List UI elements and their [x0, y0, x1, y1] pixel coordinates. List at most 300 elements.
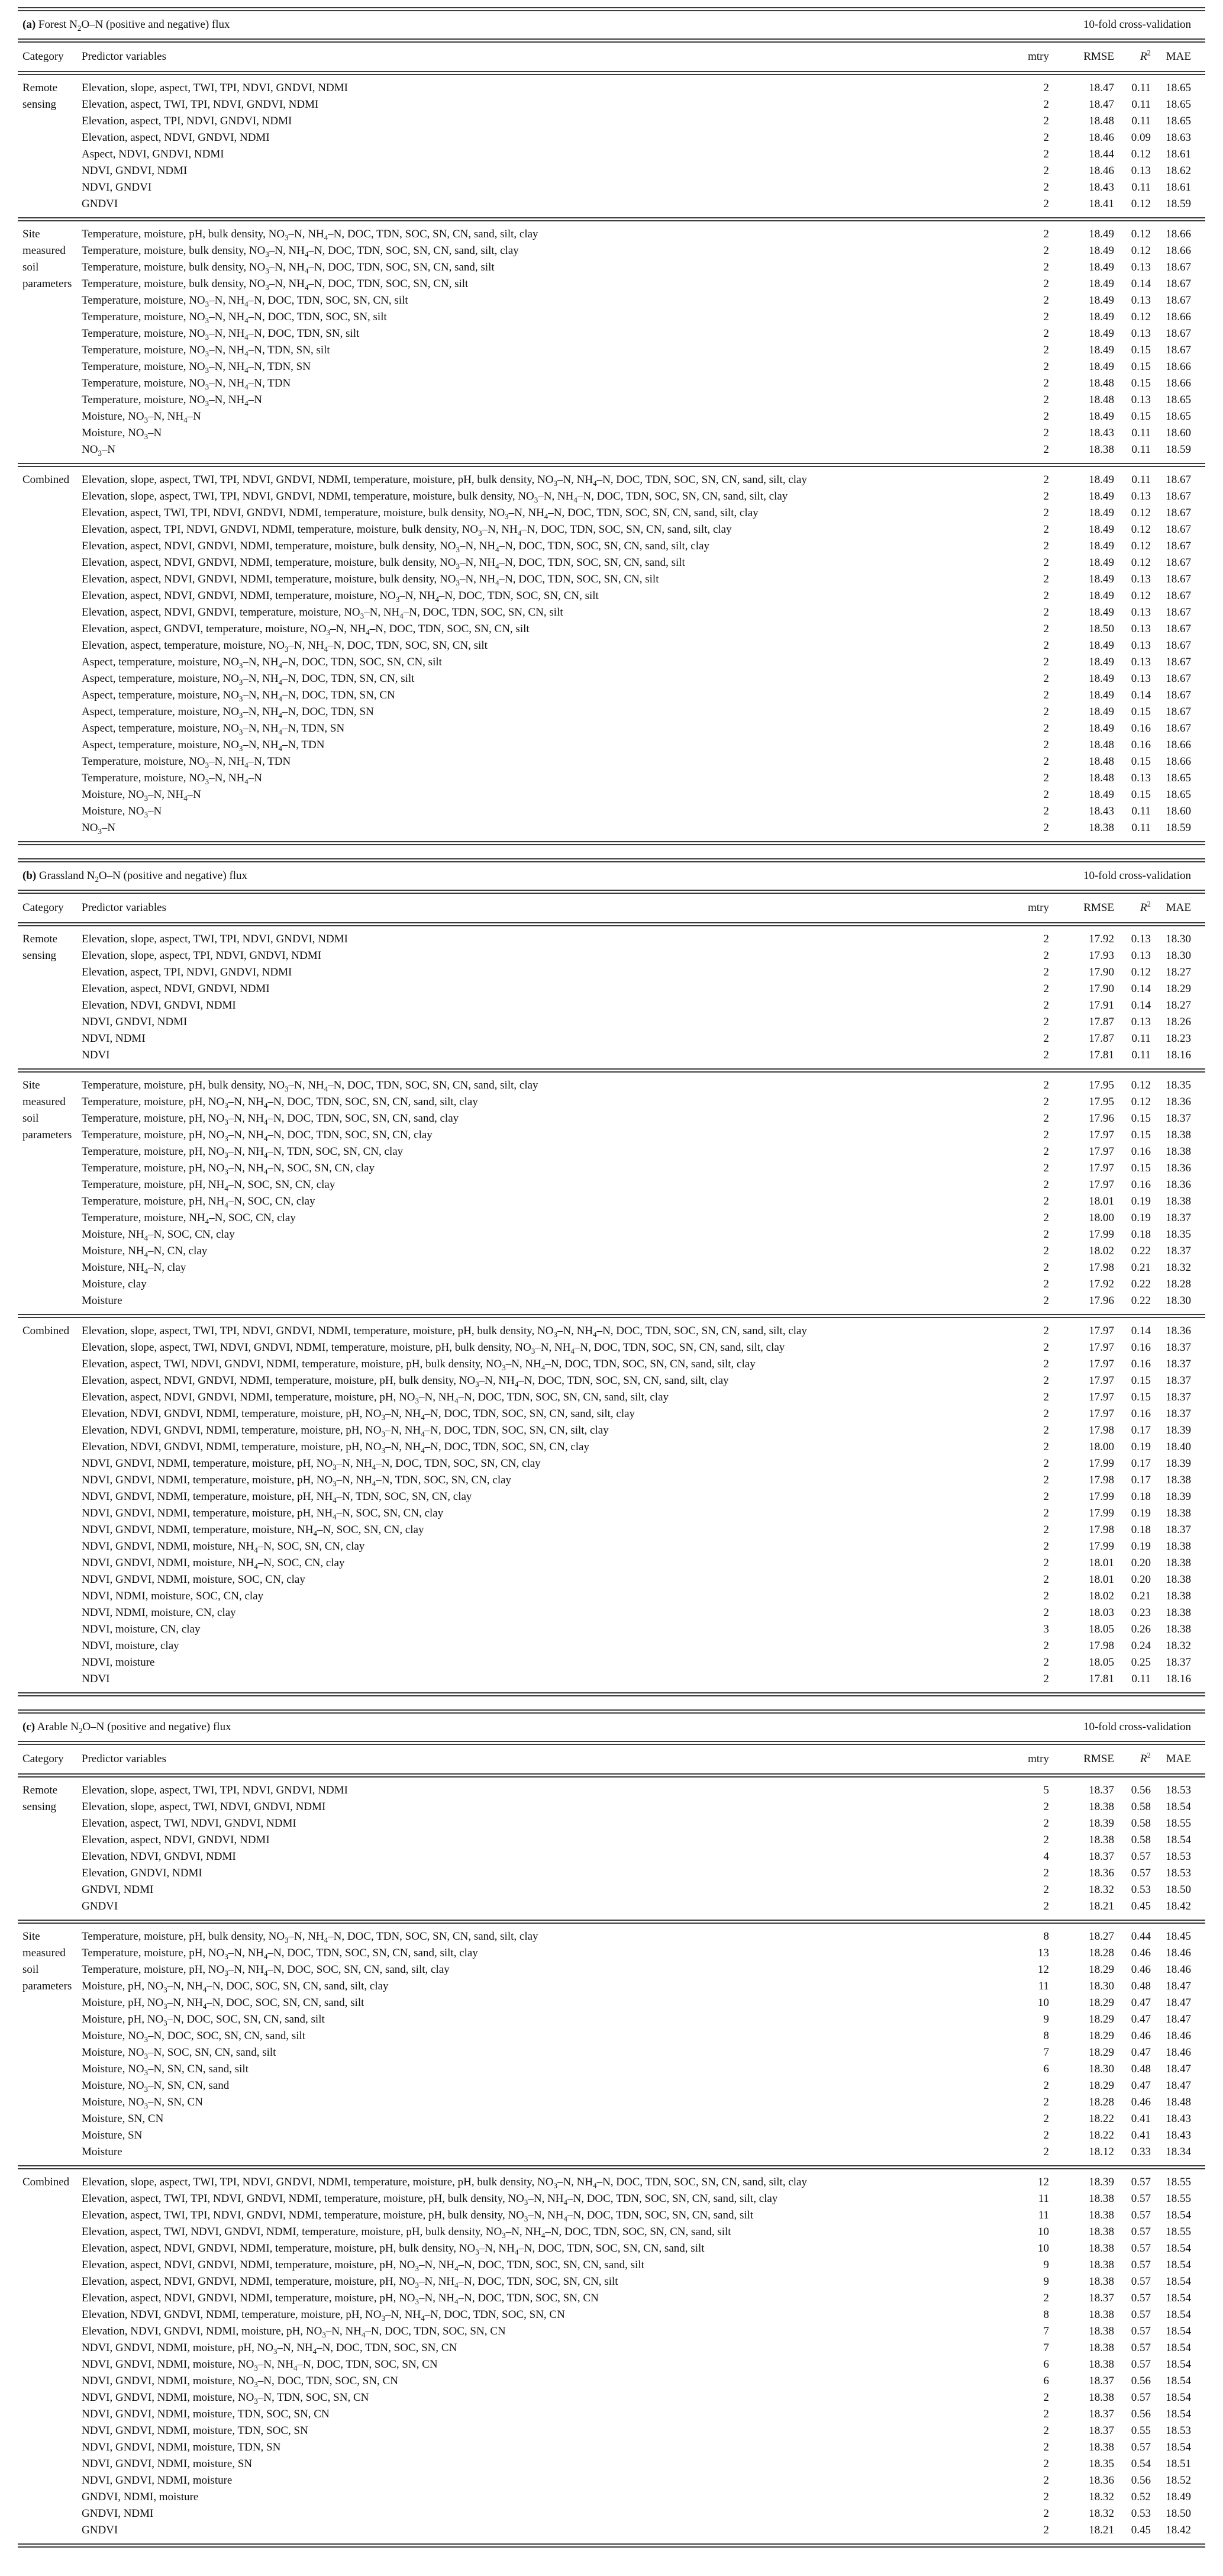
mae-cell: 18.37 [1166, 1341, 1191, 1354]
table-row [82, 1047, 1191, 1064]
rmse-cell: 18.49 [1089, 722, 1114, 735]
horizontal-rule [18, 1773, 1205, 1778]
table-row [82, 2111, 1191, 2127]
predictors-cell: NDVI, GNDVI, NDMI, moisture, $NO_3-N$, $NH_4-N$, DOC, TDN, SOC, SN, CN [82, 2358, 438, 2372]
predictors-cell: NDVI, GNDVI, NDMI, moisture, $NO_3-N$, DOC, TDN, SOC, SN, CN [82, 2375, 398, 2389]
table-row [82, 309, 1191, 326]
category-column-header: Category [22, 901, 64, 914]
r-squared-cell: 0.41 [1131, 2129, 1151, 2142]
mtry-cell: 2 [1043, 198, 1049, 210]
r-squared-cell: 0.58 [1131, 1834, 1151, 1846]
table-row [82, 1898, 1191, 1915]
mae-cell: 18.35 [1166, 1079, 1191, 1091]
table-row [82, 1160, 1191, 1177]
rmse-cell: 18.37 [1089, 2424, 1114, 2437]
r-squared-cell: 0.13 [1131, 1016, 1151, 1028]
rmse-cell: 17.97 [1089, 1358, 1114, 1370]
r-squared-cell: 0.56 [1131, 2474, 1151, 2487]
predictors-cell: Moisture, $NO_3-N$, SOC, SN, CN, sand, silt [82, 2046, 276, 2060]
mtry-cell: 8 [1043, 2308, 1049, 2321]
mae-cell: 18.54 [1166, 2375, 1191, 2387]
mtry-cell: 2 [1043, 244, 1049, 257]
rmse-cell: 18.49 [1089, 261, 1114, 273]
cross-validation-label: 10-fold cross-validation [1083, 870, 1191, 882]
category-group [18, 75, 1205, 217]
table-row [82, 425, 1191, 442]
mae-cell: 18.38 [1166, 1507, 1191, 1519]
mae-cell: 18.37 [1166, 1245, 1191, 1257]
r-squared-cell: 0.57 [1131, 2342, 1151, 2354]
mae-cell: 18.61 [1166, 148, 1191, 160]
mae-cell: 18.65 [1166, 394, 1191, 406]
rmse-cell: 18.49 [1089, 689, 1114, 701]
table-row [82, 1995, 1191, 2011]
rmse-cell: 18.49 [1089, 410, 1114, 423]
mtry-cell: 2 [1043, 1507, 1049, 1519]
r-squared-cell: 0.12 [1131, 556, 1151, 569]
mae-cell: 18.38 [1166, 1557, 1191, 1569]
table-row [82, 146, 1191, 163]
rmse-cell: 18.49 [1089, 278, 1114, 290]
rmse-cell: 17.92 [1089, 1278, 1114, 1290]
predictors-cell: Temperature, moisture, $NO_3-N$, $NH_4-N$, TDN, SN, silt [82, 344, 330, 358]
mae-cell: 18.29 [1166, 983, 1191, 995]
rmse-cell: 18.29 [1089, 1963, 1114, 1976]
table-row [82, 1671, 1191, 1688]
r-squared-cell: 0.12 [1131, 1096, 1151, 1108]
table-row [82, 2456, 1191, 2472]
r-squared-cell: 0.15 [1131, 788, 1151, 801]
rmse-cell: 18.32 [1089, 2491, 1114, 2503]
r-squared-cell: 0.53 [1131, 2507, 1151, 2520]
group-rows [82, 1077, 1191, 1309]
horizontal-rule [18, 858, 1205, 862]
rmse-cell: 17.97 [1089, 1374, 1114, 1387]
mtry-cell: 2 [1043, 1079, 1049, 1091]
table-row [82, 604, 1191, 621]
rmse-cell: 17.97 [1089, 1162, 1114, 1174]
rmse-cell: 18.37 [1089, 2292, 1114, 2304]
predictors-cell: Moisture, clay [82, 1278, 147, 1290]
mae-cell: 18.67 [1166, 540, 1191, 552]
rmse-cell: 18.12 [1089, 2146, 1114, 2158]
mae-cell: 18.51 [1166, 2458, 1191, 2470]
table-row [82, 555, 1191, 571]
group-rows [82, 472, 1191, 836]
rmse-cell: 17.97 [1089, 1408, 1114, 1420]
mtry-cell: 4 [1043, 1850, 1049, 1863]
mae-cell: 18.65 [1166, 410, 1191, 423]
r-squared-cell: 0.12 [1131, 228, 1151, 240]
mae-cell: 18.53 [1166, 1850, 1191, 1863]
predictors-cell: Temperature, moisture, pH, $NH_4-N$, SOC, CN, clay [82, 1195, 315, 1209]
table-row [82, 2423, 1191, 2439]
table-row [82, 2207, 1191, 2224]
table-row [82, 964, 1191, 981]
category-label: Site measured soil parameters [22, 1079, 72, 1141]
r-squared-cell: 0.16 [1131, 1408, 1151, 1420]
rmse-cell: 17.97 [1089, 1178, 1114, 1191]
r-squared-column-header: $R^2$ [1140, 1750, 1151, 1765]
r-squared-cell: 0.12 [1131, 148, 1151, 160]
rmse-cell: 18.37 [1089, 2375, 1114, 2387]
mae-cell: 18.54 [1166, 2242, 1191, 2255]
mtry-cell: 2 [1043, 1801, 1049, 1813]
table-row [82, 1323, 1191, 1339]
predictors-cell: NDVI, NDMI, moisture, SOC, CN, clay [82, 1590, 264, 1602]
predictors-cell: Moisture, $NO_3-N$, SN, CN, sand [82, 2079, 230, 2094]
mae-cell: 18.32 [1166, 1261, 1191, 1274]
rmse-cell: 18.49 [1089, 360, 1114, 373]
r-squared-cell: 0.24 [1131, 1640, 1151, 1652]
r-squared-cell: 0.46 [1131, 2096, 1151, 2108]
predictors-cell: Temperature, moisture, pH, $NO_3-N$, $NH_4-N$, DOC, SOC, SN, CN, sand, silt, clay [82, 1963, 450, 1978]
mae-cell: 18.67 [1166, 689, 1191, 701]
r-squared-cell: 0.48 [1131, 2063, 1151, 2075]
mae-cell: 18.46 [1166, 2030, 1191, 2042]
category-group [18, 2169, 1205, 2543]
mtry-cell: 2 [1043, 689, 1049, 701]
rmse-cell: 18.32 [1089, 1883, 1114, 1896]
table-row [82, 1978, 1191, 1995]
mtry-cell: 2 [1043, 115, 1049, 127]
mae-cell: 18.37 [1166, 1212, 1191, 1224]
mae-cell: 18.66 [1166, 377, 1191, 389]
mtry-cell: 2 [1043, 2079, 1049, 2092]
predictors-cell: NDVI, GNDVI, NDMI, temperature, moisture, pH, $NO_3-N$, $NH_4-N$, DOC, TDN, SOC, SN, CN, clay [82, 1457, 541, 1471]
mtry-cell: 2 [1043, 2408, 1049, 2420]
r-squared-cell: 0.15 [1131, 377, 1151, 389]
rmse-cell: 18.46 [1089, 165, 1114, 177]
rmse-cell: 17.98 [1089, 1261, 1114, 1274]
rmse-cell: 18.49 [1089, 490, 1114, 503]
predictors-cell: Temperature, moisture, pH, $NO_3-N$, $NH_4-N$, DOC, TDN, SOC, SN, CN, sand, clay [82, 1112, 459, 1126]
category-label: Combined [22, 2176, 70, 2188]
mtry-cell: 2 [1043, 639, 1049, 652]
table-row [82, 1144, 1191, 1160]
category-label: Site measured soil parameters [22, 228, 72, 290]
mae-cell: 18.52 [1166, 2474, 1191, 2487]
table-row [82, 1472, 1191, 1489]
rmse-cell: 18.39 [1089, 2176, 1114, 2188]
predictors-cell: $NO_3-N$ [82, 822, 116, 836]
group-rows [82, 226, 1191, 458]
group-rows [82, 80, 1191, 212]
mae-cell: 18.67 [1166, 327, 1191, 340]
rmse-cell: 17.97 [1089, 1129, 1114, 1141]
predictors-cell: Temperature, moisture, pH, $NO_3-N$, $NH_4-N$, DOC, TDN, SOC, SN, CN, clay [82, 1129, 433, 1143]
rmse-cell: 18.00 [1089, 1441, 1114, 1453]
mae-cell: 18.30 [1166, 1295, 1191, 1307]
category-group [18, 1924, 1205, 2165]
predictors-cell: Elevation, aspect, NDVI, GNDVI, NDMI, temperature, moisture, bulk density, $NO_3-N$, $NH_4-N$, DOC, TDN, SOC, SN, CN, sand, silt [82, 556, 685, 571]
predictors-cell: Aspect, temperature, moisture, $NO_3-N$, $NH_4-N$, DOC, TDN, SOC, SN, CN, silt [82, 656, 442, 670]
mtry-cell: 2 [1043, 966, 1049, 978]
r-squared-cell: 0.53 [1131, 1883, 1151, 1896]
r-squared-cell: 0.44 [1131, 1930, 1151, 1943]
mae-column-header: MAE [1166, 1753, 1191, 1765]
rmse-cell: 18.02 [1089, 1590, 1114, 1602]
table-row [82, 359, 1191, 375]
r-squared-cell: 0.17 [1131, 1474, 1151, 1486]
r-squared-cell: 0.14 [1131, 999, 1151, 1012]
rmse-cell: 17.97 [1089, 1145, 1114, 1158]
table-row [82, 1555, 1191, 1572]
r-squared-cell: 0.21 [1131, 1590, 1151, 1602]
predictors-cell: Moisture, $NO_3-N$, $NH_4-N$ [82, 410, 201, 424]
rmse-cell: 18.38 [1089, 822, 1114, 834]
mae-cell: 18.67 [1166, 556, 1191, 569]
rmse-cell: 18.48 [1089, 739, 1114, 751]
table-row [82, 1882, 1191, 1898]
mtry-cell: 2 [1043, 2524, 1049, 2536]
mtry-cell: 2 [1043, 1867, 1049, 1879]
horizontal-rule [18, 922, 1205, 926]
r-squared-cell: 0.46 [1131, 1947, 1151, 1959]
r-squared-cell: 0.13 [1131, 949, 1151, 962]
mtry-cell: 2 [1043, 1261, 1049, 1274]
mae-cell: 18.55 [1166, 2226, 1191, 2238]
predictors-cell: Elevation, NDVI, GNDVI, NDMI, temperature, moisture, pH, $NO_3-N$, $NH_4-N$, DOC, TDN, SOC, SN, CN, clay [82, 1441, 589, 1455]
r-squared-cell: 0.13 [1131, 672, 1151, 685]
mtry-cell: 2 [1043, 490, 1049, 503]
table-row [82, 1193, 1191, 1210]
predictors-cell: Temperature, moisture, $NO_3-N$, $NH_4-N$, DOC, TDN, SN, silt [82, 327, 360, 342]
table-row [82, 2472, 1191, 2489]
rmse-cell: 18.37 [1089, 1850, 1114, 1863]
mtry-cell: 2 [1043, 1391, 1049, 1403]
group-separator-rule [18, 463, 1205, 467]
mae-cell: 18.36 [1166, 1096, 1191, 1108]
mtry-cell: 2 [1043, 1278, 1049, 1290]
r-squared-cell: 0.14 [1131, 278, 1151, 290]
r-squared-cell: 0.19 [1131, 1212, 1151, 1224]
mtry-cell: 2 [1043, 377, 1049, 389]
rmse-cell: 18.38 [1089, 2358, 1114, 2371]
table-row [82, 2522, 1191, 2539]
table-row [82, 2290, 1191, 2307]
rmse-cell: 17.91 [1089, 999, 1114, 1012]
rmse-cell: 17.87 [1089, 1016, 1114, 1028]
horizontal-rule [18, 38, 1205, 43]
r-squared-cell: 0.15 [1131, 706, 1151, 718]
rmse-cell: 18.21 [1089, 1900, 1114, 1912]
predictors-cell: Elevation, NDVI, GNDVI, NDMI [82, 999, 236, 1012]
mae-cell: 18.40 [1166, 1441, 1191, 1453]
table-row [82, 130, 1191, 146]
r-squared-cell: 0.57 [1131, 1850, 1151, 1863]
mae-cell: 18.37 [1166, 1358, 1191, 1370]
rmse-cell: 17.90 [1089, 966, 1114, 978]
predictors-cell: Temperature, moisture, bulk density, $NO_3-N$, $NH_4-N$, DOC, TDN, SOC, SN, CN, sand, silt [82, 261, 495, 275]
mtry-cell: 2 [1043, 722, 1049, 735]
table-row [82, 505, 1191, 521]
r-squared-cell: 0.54 [1131, 2458, 1151, 2470]
rmse-cell: 18.38 [1089, 2342, 1114, 2354]
rmse-cell: 18.49 [1089, 606, 1114, 619]
mtry-cell: 2 [1043, 2474, 1049, 2487]
mtry-cell: 2 [1043, 327, 1049, 340]
mae-cell: 18.67 [1166, 590, 1191, 602]
mtry-cell: 9 [1043, 2275, 1049, 2288]
r-squared-cell: 0.12 [1131, 198, 1151, 210]
mae-cell: 18.23 [1166, 1032, 1191, 1045]
mtry-cell: 6 [1043, 2375, 1049, 2387]
r-squared-cell: 0.11 [1131, 443, 1151, 456]
mtry-column-header: mtry [1028, 901, 1049, 914]
mae-cell: 18.67 [1166, 474, 1191, 486]
predictors-cell: NDVI [82, 1673, 110, 1685]
table-row [82, 1293, 1191, 1309]
table-row [82, 179, 1191, 196]
rmse-cell: 18.30 [1089, 1980, 1114, 1992]
rmse-cell: 18.30 [1089, 2063, 1114, 2075]
table-row [82, 2356, 1191, 2373]
mtry-cell: 2 [1043, 1883, 1049, 1896]
mae-cell: 18.48 [1166, 2096, 1191, 2108]
table-row [82, 2191, 1191, 2207]
r-squared-cell: 0.13 [1131, 573, 1151, 585]
mtry-cell: 2 [1043, 556, 1049, 569]
rmse-cell: 18.28 [1089, 2096, 1114, 2108]
r-squared-cell: 0.15 [1131, 410, 1151, 423]
table-row [82, 1339, 1191, 1356]
mtry-cell: 2 [1043, 2129, 1049, 2142]
r-squared-cell: 0.15 [1131, 1162, 1151, 1174]
mtry-cell: 2 [1043, 394, 1049, 406]
predictors-cell: NDVI, moisture, CN, clay [82, 1623, 201, 1635]
table-row [82, 1389, 1191, 1406]
rmse-cell: 18.37 [1089, 1784, 1114, 1796]
predictors-cell: Temperature, moisture, pH, $NO_3-N$, $NH_4-N$, DOC, TDN, SOC, SN, CN, sand, silt, clay [82, 1096, 478, 1110]
mae-cell: 18.38 [1166, 1195, 1191, 1208]
predictors-cell: Elevation, slope, aspect, TWI, TPI, NDVI, GNDVI, NDMI, temperature, moisture, pH, bulk density, $NO_3-N$, $NH_4-N$, DOC, TDN, SOC, SN, CN, sand, silt, clay [82, 1325, 807, 1339]
table-row [82, 2373, 1191, 2390]
horizontal-rule [18, 1692, 1205, 1696]
mae-cell: 18.53 [1166, 1784, 1191, 1796]
mtry-cell: 2 [1043, 1474, 1049, 1486]
predictors-cell: Elevation, aspect, NDVI, GNDVI, NDMI [82, 131, 270, 144]
rmse-cell: 18.49 [1089, 311, 1114, 323]
table-row [82, 687, 1191, 704]
mtry-cell: 2 [1043, 98, 1049, 111]
table-row [82, 1654, 1191, 1671]
predictors-cell: Temperature, moisture, pH, bulk density, $NO_3-N$, $NH_4-N$, DOC, TDN, SOC, SN, CN, sand, silt, clay [82, 1079, 538, 1093]
mtry-cell: 2 [1043, 1049, 1049, 1061]
table-row [82, 621, 1191, 637]
table-row [82, 1538, 1191, 1555]
mae-cell: 18.39 [1166, 1490, 1191, 1503]
mtry-cell: 2 [1043, 1606, 1049, 1619]
group-rows [82, 931, 1191, 1064]
mtry-cell: 2 [1043, 1656, 1049, 1669]
predictors-cell: Temperature, moisture, $NO_3-N$, $NH_4-N$, TDN [82, 377, 291, 391]
mae-cell: 18.37 [1166, 1656, 1191, 1669]
mtry-cell: 2 [1043, 1341, 1049, 1354]
predictors-cell: Temperature, moisture, $NO_3-N$, $NH_4-N$, TDN, SN [82, 360, 311, 375]
mae-cell: 18.47 [1166, 2013, 1191, 2026]
mtry-cell: 7 [1043, 2325, 1049, 2337]
predictors-cell: Aspect, NDVI, GNDVI, NDMI [82, 148, 224, 160]
mae-cell: 18.43 [1166, 2113, 1191, 2125]
predictors-cell: Moisture [82, 1295, 122, 1307]
mtry-cell: 2 [1043, 278, 1049, 290]
rmse-cell: 18.28 [1089, 1947, 1114, 1959]
r-squared-cell: 0.22 [1131, 1245, 1151, 1257]
rmse-cell: 18.29 [1089, 2079, 1114, 2092]
predictors-cell: Elevation, NDVI, GNDVI, NDMI [82, 1850, 236, 1863]
mae-cell: 18.54 [1166, 2391, 1191, 2404]
mae-cell: 18.67 [1166, 606, 1191, 619]
predictors-cell: NDVI, GNDVI, NDMI, moisture, SN [82, 2458, 253, 2470]
table-row [82, 2439, 1191, 2456]
table-row [82, 1110, 1191, 1127]
table-row [82, 1177, 1191, 1193]
r-squared-cell: 0.47 [1131, 1997, 1151, 2009]
mae-cell: 18.66 [1166, 739, 1191, 751]
table-row [82, 571, 1191, 588]
section-title: (a) Forest $N_2O-N$ (positive and negative) flux [22, 18, 230, 33]
rmse-cell: 18.48 [1089, 772, 1114, 784]
rmse-cell: 18.49 [1089, 556, 1114, 569]
table-row [82, 1849, 1191, 1865]
table-row [82, 1373, 1191, 1389]
mtry-cell: 6 [1043, 2063, 1049, 2075]
predictors-cell: Elevation, aspect, TWI, NDVI, GNDVI, NDMI, temperature, moisture, pH, bulk density, $NO_3-N$, $NH_4-N$, DOC, TDN, SOC, SN, CN, sand, silt, clay [82, 1358, 756, 1372]
predictors-column-header: Predictor variables [82, 1753, 166, 1765]
rmse-cell: 18.43 [1089, 427, 1114, 439]
predictors-cell: Elevation, slope, aspect, TPI, NDVI, GNDVI, NDMI [82, 949, 321, 962]
rmse-cell: 18.49 [1089, 344, 1114, 356]
horizontal-rule [18, 2543, 1205, 2548]
table-row [82, 259, 1191, 276]
table-row [82, 1865, 1191, 1882]
predictors-cell: Elevation, aspect, NDVI, GNDVI, temperature, moisture, $NO_3-N$, $NH_4-N$, DOC, TDN, SOC, SN, CN, silt [82, 606, 563, 620]
mtry-cell: 2 [1043, 1817, 1049, 1830]
r-squared-cell: 0.16 [1131, 739, 1151, 751]
horizontal-rule [18, 7, 1205, 11]
mtry-cell: 7 [1043, 2342, 1049, 2354]
table-row [82, 1489, 1191, 1505]
rmse-cell: 17.95 [1089, 1079, 1114, 1091]
table-row [82, 1210, 1191, 1226]
table-row [82, 488, 1191, 505]
table-row [82, 803, 1191, 820]
cross-validation-label: 10-fold cross-validation [1083, 18, 1191, 31]
group-separator-rule [18, 1068, 1205, 1073]
column-header-row [18, 43, 1205, 71]
table-row [82, 720, 1191, 737]
mtry-cell: 11 [1038, 1980, 1049, 1992]
table-row [82, 787, 1191, 803]
r-squared-cell: 0.57 [1131, 2242, 1151, 2255]
r-squared-cell: 0.13 [1131, 623, 1151, 635]
r-squared-cell: 0.12 [1131, 966, 1151, 978]
mtry-cell: 2 [1043, 2113, 1049, 2125]
table-row [82, 2224, 1191, 2240]
predictors-cell: Temperature, moisture, $NH_4-N$, SOC, CN, clay [82, 1212, 296, 1226]
column-header-row [18, 894, 1205, 922]
mtry-cell: 2 [1043, 360, 1049, 373]
predictors-cell: GNDVI [82, 198, 118, 210]
rmse-cell: 18.22 [1089, 2113, 1114, 2125]
predictors-cell: NDVI, GNDVI, NDMI, moisture, TDN, SOC, SN, CN [82, 2408, 330, 2420]
predictors-cell: Elevation, NDVI, GNDVI, NDMI, moisture, pH, $NO_3-N$, $NH_4-N$, DOC, TDN, SOC, SN, CN [82, 2325, 506, 2339]
mae-cell: 18.39 [1166, 1424, 1191, 1437]
r-squared-cell: 0.57 [1131, 2391, 1151, 2404]
predictors-cell: Moisture, $NO_3-N$, $NH_4-N$ [82, 788, 201, 803]
table-row [82, 2390, 1191, 2406]
